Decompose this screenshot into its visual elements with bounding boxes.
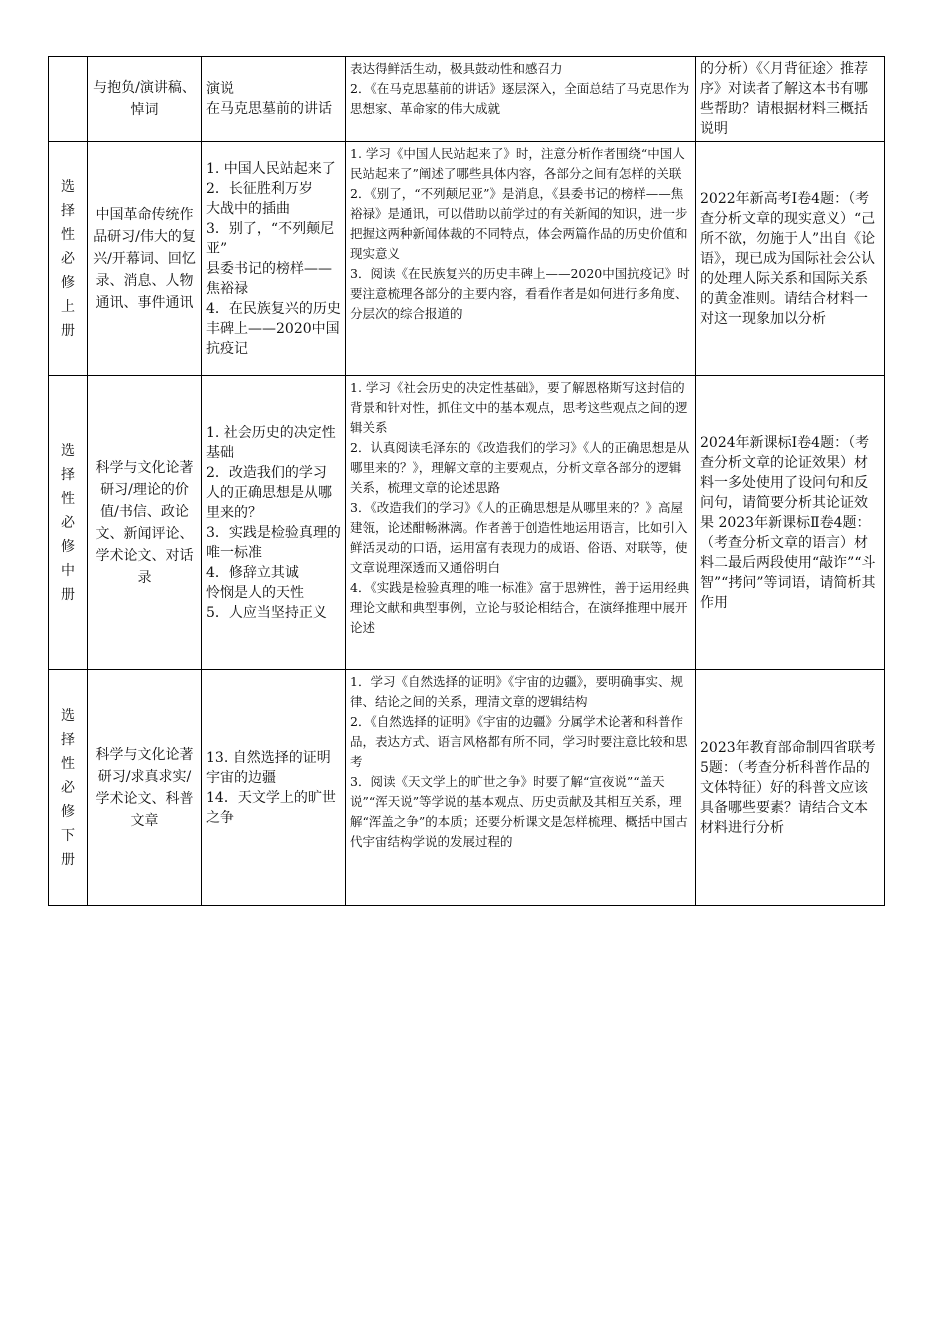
text-item: 大战中的插曲 bbox=[206, 200, 290, 217]
exam-cell: 2024年新课标Ⅰ卷4题：（考查分析文章的论证效果）材料一多处使用了设问句和反问句，请简要分析其论证效果 2023年新课标Ⅱ卷4题：（考查分析文章的语言）材料二最后两段使用“敲诈”“斗智”“拷问”等词语，请简析其作用 bbox=[696, 376, 885, 670]
texts-cell bbox=[202, 376, 346, 670]
requirement-item: 2．《别了，“不列颠尼亚”》是消息，《县委书记的榜样——焦裕禄》是通讯，可以借助以前学过的有关新闻的知识，进一步把握这两种新闻体裁的不同特点，体会两篇作品的历史价值和现实意义 bbox=[350, 186, 688, 261]
text-item: 13. 自然选择的证明 bbox=[206, 749, 331, 766]
requirement-item: 2．认真阅读毛泽东的《改造我们的学习》《人的正确思想是从哪里来的？》，理解文章的主要观点，分析文章各部分的逻辑关系，梳理文章的论述思路 bbox=[350, 440, 690, 495]
text-item: 5．人应当坚持正义 bbox=[206, 604, 327, 621]
unit-cell: 科学与文化论著研习/求真求实/学术论文、科普文章 bbox=[88, 670, 202, 906]
text-item: 怜悯是人的天性 bbox=[206, 584, 304, 601]
text-item: 14．天文学上的旷世之争 bbox=[206, 789, 336, 826]
requirement-item: 4．《实践是检验真理的唯一标准》富于思辨性，善于运用经典理论文献和典型事例，立论与驳论相结合，在演绎推理中展开论述 bbox=[350, 580, 690, 635]
requirements-cell bbox=[346, 376, 696, 670]
text-item: 1. 中国人民站起来了 bbox=[206, 160, 336, 177]
curriculum-table-page bbox=[48, 56, 884, 906]
requirements-cell bbox=[346, 142, 696, 376]
exam-cell: 2022年新高考Ⅰ卷4题：（考查分析文章的现实意义）“己所不欲，勿施于人”出自《论语》，现已成为国际社会公认的处理人际关系和国际关系的黄金准则。请结合材料一对这一现象加以分析 bbox=[696, 142, 885, 376]
requirement-item: 2．《在马克思墓前的讲话》逐层深入，全面总结了马克思作为思想家、革命家的伟大成就 bbox=[350, 81, 690, 116]
volume-cell: 选择性必修中册 bbox=[49, 376, 88, 670]
requirement-item: 3．阅读《在民族复兴的历史丰碑上——2020中国抗疫记》时要注意梳理各部分的主要内容，看看作者是如何进行多角度、分层次的综合报道的 bbox=[350, 266, 690, 321]
unit-cell: 科学与文化论著研习/理论的价值/书信、政论文、新闻评论、学术论文、对话录 bbox=[88, 376, 202, 670]
curriculum-table bbox=[48, 56, 885, 906]
requirement-item: 1．学习《自然选择的证明》《宇宙的边疆》，要明确事实、规律、结论之间的关系，理清文章的逻辑结构 bbox=[350, 674, 683, 709]
table-row bbox=[49, 670, 885, 906]
texts-cell bbox=[202, 142, 346, 376]
requirements-cell bbox=[346, 57, 696, 142]
volume-cell: 选择性必修上册 bbox=[49, 142, 88, 376]
texts-cell bbox=[202, 670, 346, 906]
volume-cell bbox=[49, 57, 88, 142]
text-item: 3．别了，“不列颠尼亚” bbox=[206, 220, 335, 257]
text-item: 1. 社会历史的决定性基础 bbox=[206, 424, 336, 461]
text-item: 4．在民族复兴的历史丰碑上——2020中国抗疫记 bbox=[206, 300, 341, 357]
volume-cell: 选择性必修下册 bbox=[49, 670, 88, 906]
text-item: 4．修辞立其诚 bbox=[206, 564, 299, 581]
exam-cell: 2023年教育部命制四省联考5题：（考查分析科普作品的文体特征）好的科普文应该具备哪些要素？请结合文本材料进行分析 bbox=[696, 670, 885, 906]
requirement-item: 2．《自然选择的证明》《宇宙的边疆》分属学术论著和科普作品，表达方式、语言风格都有所不同，学习时要注意比较和思考 bbox=[350, 714, 688, 769]
exam-cell: 的分析）《〈月背征途〉推荐序》对读者了解这本书有哪些帮助？请根据材料三概括说明 bbox=[696, 57, 885, 142]
table-row bbox=[49, 376, 885, 670]
table-row bbox=[49, 57, 885, 142]
unit-cell: 与抱负/演讲稿、悼词 bbox=[88, 57, 202, 142]
requirement-item: 1. 学习《中国人民站起来了》时，注意分析作者围绕“中国人民站起来了”阐述了哪些具体内容，各部分之间有怎样的关联 bbox=[350, 146, 685, 181]
requirement-item: 3．阅读《天文学上的旷世之争》时要了解“宣夜说”“盖天说”“浑天说”等学说的基本观点、历史贡献及其相互关系，理解“浑盖之争”的本质；还要分析课文是怎样梳理、概括中国古代宇宙结构学说的发展过程的 bbox=[350, 774, 688, 849]
text-item: 县委书记的榜样——焦裕禄 bbox=[206, 260, 332, 297]
requirements-cell bbox=[346, 670, 696, 906]
text-item: 2．改造我们的学习 bbox=[206, 464, 327, 481]
text-item: 2．长征胜利万岁 bbox=[206, 180, 313, 197]
text-item: 3．实践是检验真理的唯一标准 bbox=[206, 524, 341, 561]
unit-cell: 中国革命传统作品研习/伟大的复兴/开幕词、回忆录、消息、人物通讯、事件通讯 bbox=[88, 142, 202, 376]
text-item: 人的正确思想是从哪里来的？ bbox=[206, 484, 332, 521]
text-item: 在马克思墓前的讲话 bbox=[206, 101, 332, 117]
text-item: 演说 bbox=[206, 81, 234, 97]
text-item: 宇宙的边疆 bbox=[206, 769, 276, 786]
requirement-item: 3．《改造我们的学习》《人的正确思想是从哪里来的？》高屋建瓴，论述酣畅淋漓。作者善于创造性地运用语言，比如引入鲜活灵动的口语，运用富有表现力的成语、俗语、对联等，使文章说理深透而又通俗明白 bbox=[350, 500, 688, 575]
table-row bbox=[49, 142, 885, 376]
requirement-item: 表达得鲜活生动，极具鼓动性和感召力 bbox=[350, 61, 563, 76]
texts-cell bbox=[202, 57, 346, 142]
requirement-item: 1. 学习《社会历史的决定性基础》，要了解恩格斯写这封信的背景和针对性，抓住文中的基本观点，思考这些观点之间的逻辑关系 bbox=[350, 380, 688, 435]
